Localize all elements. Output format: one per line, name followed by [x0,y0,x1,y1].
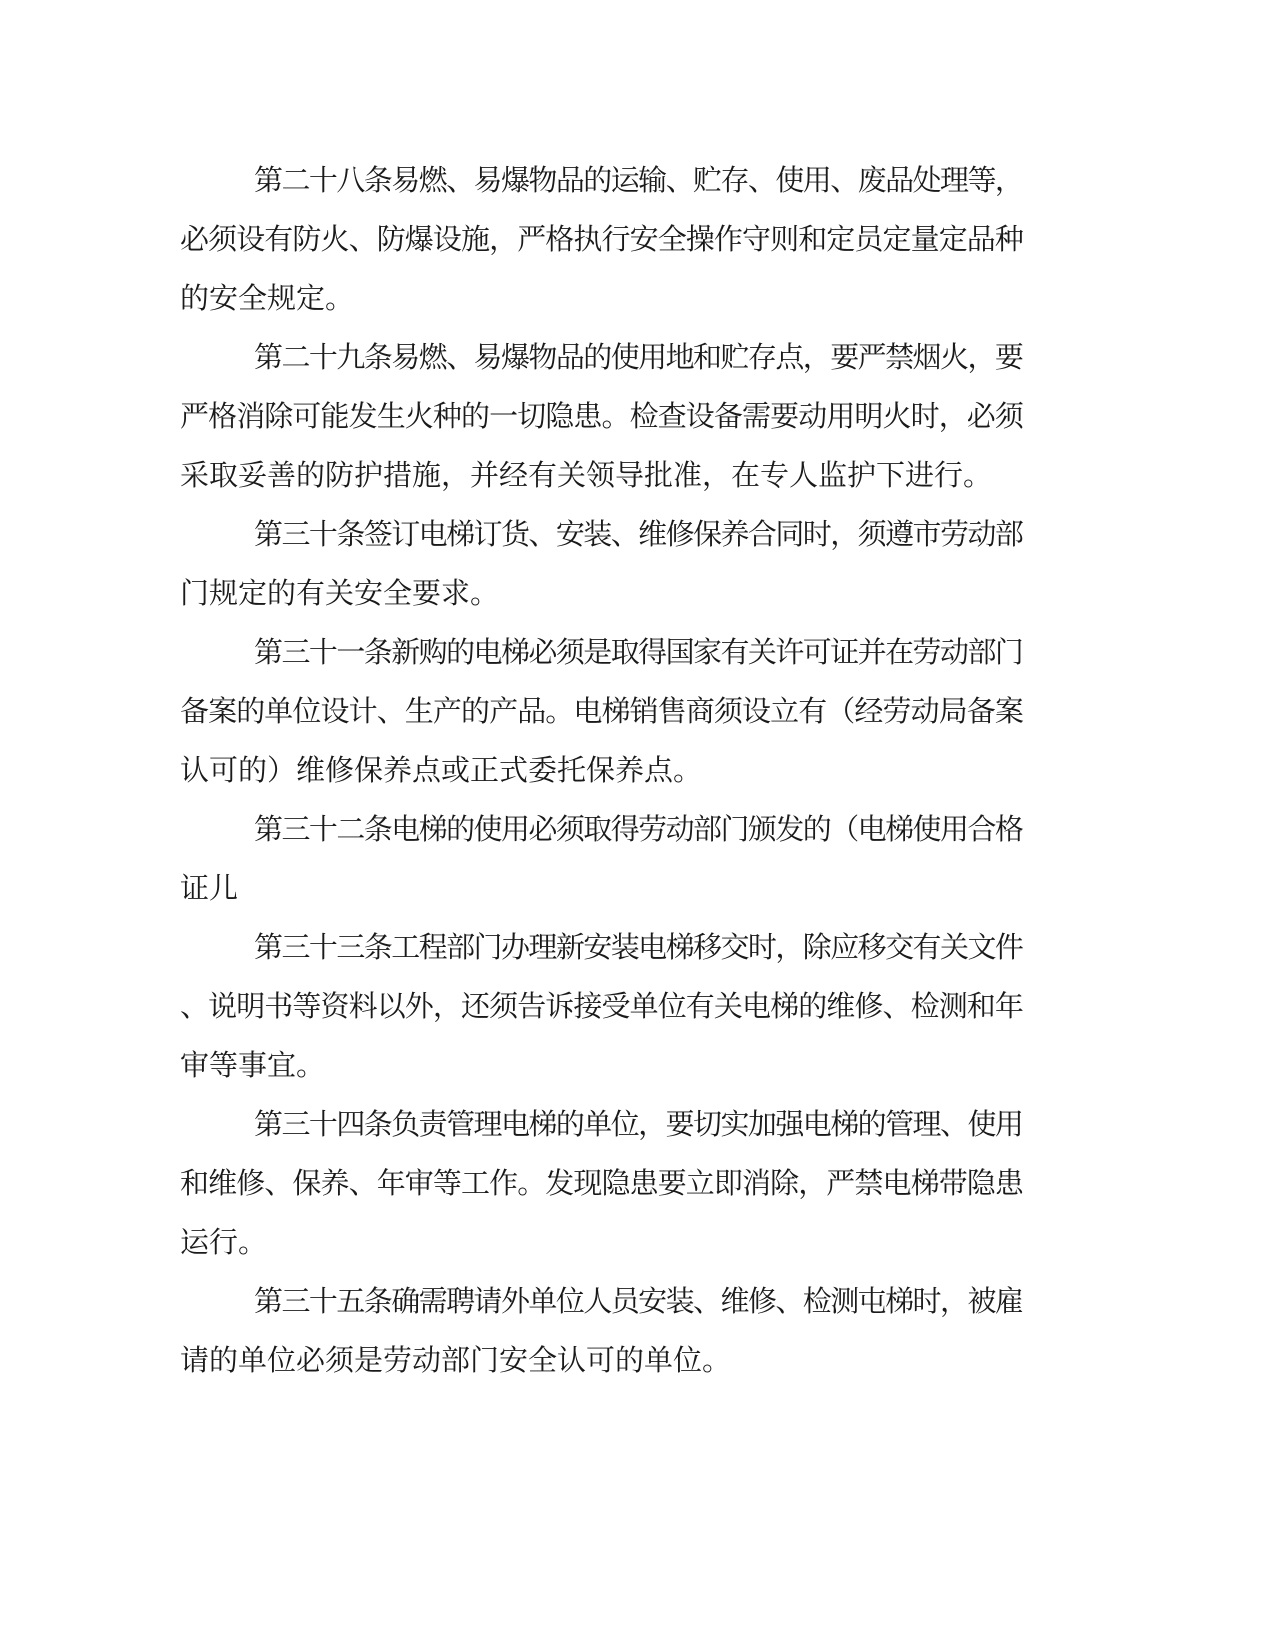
article-line: 第三十条签订电梯订货、安装、维修保养合同时，须遵市劳动部 [254,517,1023,551]
article-line: 备案的单位设计、生产的产品。电梯销售商须设立有（经劳动局备案 [180,694,1024,728]
article-line: 认可的）维修保养点或正式委托保养点。 [180,753,703,787]
article-line: 证儿 [180,871,239,905]
article-line: 的安全规定。 [180,281,355,315]
article-line: 第二十九条易燃、易爆物品的使用地和贮存点，要严禁烟火，要 [254,340,1023,374]
article-line: 第三十一条新购的电梯必须是取得国家有关许可证并在劳动部门 [254,635,1023,669]
article-line: 、说明书等资料以外，还须告诉接受单位有关电梯的维修、检测和年 [180,989,1024,1023]
article-line: 采取妥善的防护措施，并经有关领导批准，在专人监护下进行。 [180,458,993,492]
article-line: 必须设有防火、防爆设施，严格执行安全操作守则和定员定量定品种 [180,222,1024,256]
article-line: 门规定的有关安全要求。 [180,576,500,610]
article-line: 审等事宜。 [180,1048,326,1082]
article-line: 第三十四条负责管理电梯的单位，要切实加强电梯的管理、使用 [254,1107,1023,1141]
article-line: 第二十八条易燃、易爆物品的运输、贮存、使用、废品处理等， [254,163,1023,197]
article-line: 严格消除可能发生火种的一切隐患。检查设备需要动用明火时，必须 [180,399,1024,433]
article-line: 请的单位必须是劳动部门安全认可的单位。 [180,1343,732,1377]
article-line: 第三十三条工程部门办理新安装电梯移交时，除应移交有关文件 [254,930,1023,964]
article-line: 运行。 [180,1225,268,1259]
article-line: 第三十五条确需聘请外单位人员安装、维修、检测屯梯时，被雇 [254,1284,1023,1318]
article-line: 和维修、保养、年审等工作。发现隐患要立即消除，严禁电梯带隐患 [180,1166,1024,1200]
article-line: 第三十二条电梯的使用必须取得劳动部门颁发的（电梯使用合格 [254,812,1023,846]
